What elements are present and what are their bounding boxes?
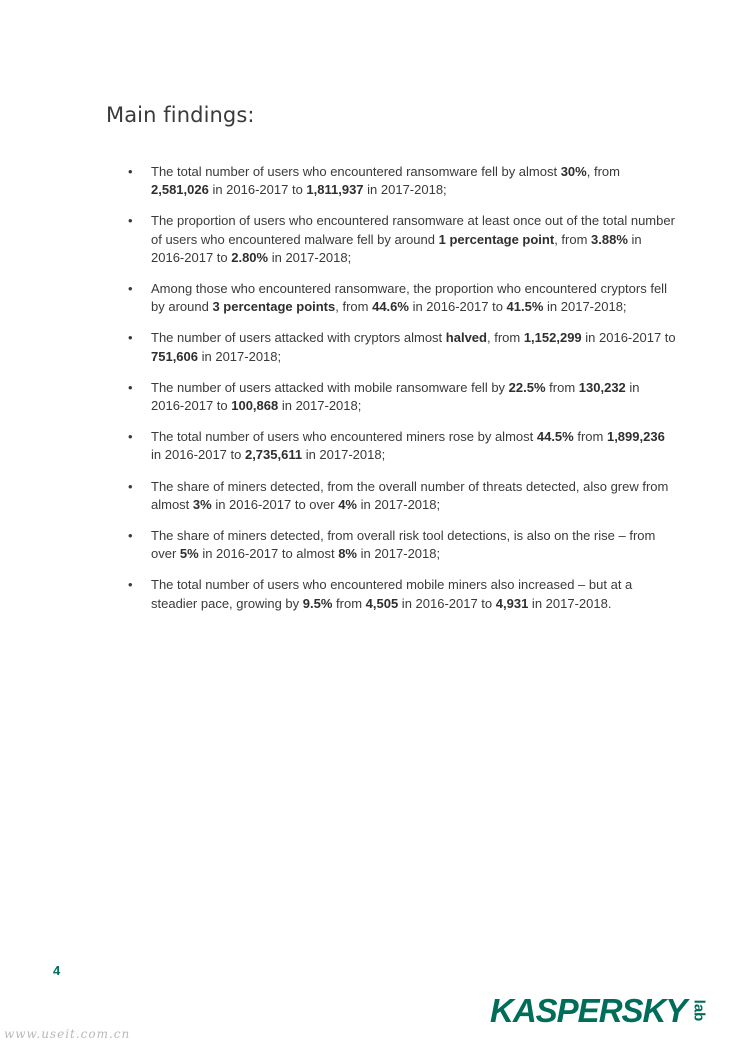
bullet-icon: • xyxy=(128,478,133,494)
finding-highlight: 22.5% xyxy=(508,379,546,395)
finding-highlight: 3 percentage points xyxy=(212,299,336,315)
finding-text: The total number of users who encountered ransomware fell by almost xyxy=(151,164,561,179)
bullet-icon: • xyxy=(128,379,133,395)
finding-text: The total number of users who encountered miners rose by almost xyxy=(151,429,537,445)
finding-text: The share of miners detected, from the overall number of threats detected, also grew from almost xyxy=(151,478,669,512)
finding-highlight: 2,581,026 xyxy=(151,182,209,198)
finding-text: , from xyxy=(486,330,524,346)
finding-highlight: 1,899,236 xyxy=(606,429,665,445)
finding-item xyxy=(128,163,676,199)
finding-highlight: 751,606 xyxy=(151,348,198,364)
finding-highlight: 130,232 xyxy=(578,379,626,395)
finding-highlight: 2,735,611 xyxy=(244,447,303,463)
finding-text: in 2016-2017 to xyxy=(398,595,496,611)
finding-item xyxy=(128,478,676,514)
finding-text: from xyxy=(545,379,579,395)
finding-highlight: 3% xyxy=(192,496,212,512)
bullet-icon: • xyxy=(128,213,133,229)
bullet-icon: • xyxy=(128,577,133,593)
finding-highlight: 1,811,937 xyxy=(306,182,364,198)
finding-item xyxy=(128,576,676,612)
finding-highlight: 1,152,299 xyxy=(523,330,582,346)
finding-text: The number of users attacked with cryptors almost xyxy=(151,330,446,346)
bullet-icon: • xyxy=(128,330,133,346)
finding-item xyxy=(128,428,676,464)
finding-highlight: halved xyxy=(445,330,487,346)
bullet-icon: • xyxy=(128,528,133,544)
finding-text: , from xyxy=(554,231,592,247)
finding-text: in 2017-2018; xyxy=(198,348,282,364)
finding-item xyxy=(128,212,676,267)
finding-highlight: 5% xyxy=(179,546,199,562)
finding-highlight: 100,868 xyxy=(231,398,279,414)
finding-text: The number of users attacked with mobile ransomware fell by xyxy=(151,379,509,395)
finding-text: The proportion of users who encountered ransomware at least once out of the total number of users who encountered malware fell by around xyxy=(151,213,675,247)
finding-highlight: 4% xyxy=(338,496,357,512)
finding-text: in 2017-2018; xyxy=(268,249,352,265)
finding-highlight: 44.6% xyxy=(372,299,409,315)
page-title: Main findings: xyxy=(106,103,255,127)
kaspersky-lab-logo xyxy=(490,990,710,1030)
finding-text: The total number of users who encountered mobile miners also increased – but at a steadier pace, growing by xyxy=(151,577,633,611)
finding-text: , from xyxy=(586,164,620,179)
finding-item xyxy=(128,379,676,415)
finding-text: The share of miners detected, from overall risk tool detections, is also on the rise – from over xyxy=(151,528,656,562)
finding-highlight: 9.5% xyxy=(302,595,333,611)
finding-text: in 2016-2017 to xyxy=(581,330,676,346)
bullet-icon: • xyxy=(128,281,133,297)
page-number: 4 xyxy=(53,963,61,978)
finding-text: in 2017-2018; xyxy=(356,546,441,562)
bullet-icon: • xyxy=(128,429,133,445)
finding-text: in 2016-2017 to xyxy=(151,231,642,265)
finding-text: in 2016-2017 to almost xyxy=(198,546,339,562)
finding-text: in 2017-2018; xyxy=(356,496,441,512)
finding-item xyxy=(128,280,676,316)
finding-text: in 2016-2017 to xyxy=(208,182,307,198)
finding-text: from xyxy=(332,595,366,611)
finding-text: in 2016-2017 to xyxy=(151,379,640,414)
finding-text: Among those who encountered ransomware, the proportion who encountered cryptors fell by around xyxy=(151,281,667,315)
finding-item xyxy=(128,527,676,563)
finding-text: in 2016-2017 to over xyxy=(211,496,339,512)
finding-text: in 2017-2018. xyxy=(528,595,612,611)
finding-text: , from xyxy=(335,299,373,315)
finding-highlight: 44.5% xyxy=(536,429,574,445)
finding-highlight: 1 percentage point xyxy=(438,231,555,247)
finding-text: from xyxy=(573,429,607,445)
logo-lab-suffix: lab xyxy=(690,999,708,1021)
logo-wordmark: KASPERSKY xyxy=(490,991,687,1029)
finding-text: in 2017-2018; xyxy=(543,299,627,315)
finding-text: in 2016-2017 to xyxy=(408,299,507,315)
watermark: www.useit.com.cn xyxy=(4,1027,131,1041)
finding-item xyxy=(128,329,676,365)
finding-text: in 2017-2018; xyxy=(278,398,362,414)
finding-highlight: 8% xyxy=(338,546,357,562)
bullet-icon: • xyxy=(128,164,133,179)
finding-text: in 2017-2018; xyxy=(302,447,386,463)
finding-text: in 2016-2017 to xyxy=(151,447,245,463)
finding-text: in 2017-2018; xyxy=(363,182,447,198)
finding-highlight: 30% xyxy=(560,164,587,179)
finding-highlight: 4,505 xyxy=(365,595,399,611)
finding-highlight: 2.80% xyxy=(231,249,269,265)
finding-highlight: 4,931 xyxy=(495,595,529,611)
finding-highlight: 3.88% xyxy=(591,231,628,247)
finding-highlight: 41.5% xyxy=(506,299,544,315)
findings-list xyxy=(128,163,676,626)
